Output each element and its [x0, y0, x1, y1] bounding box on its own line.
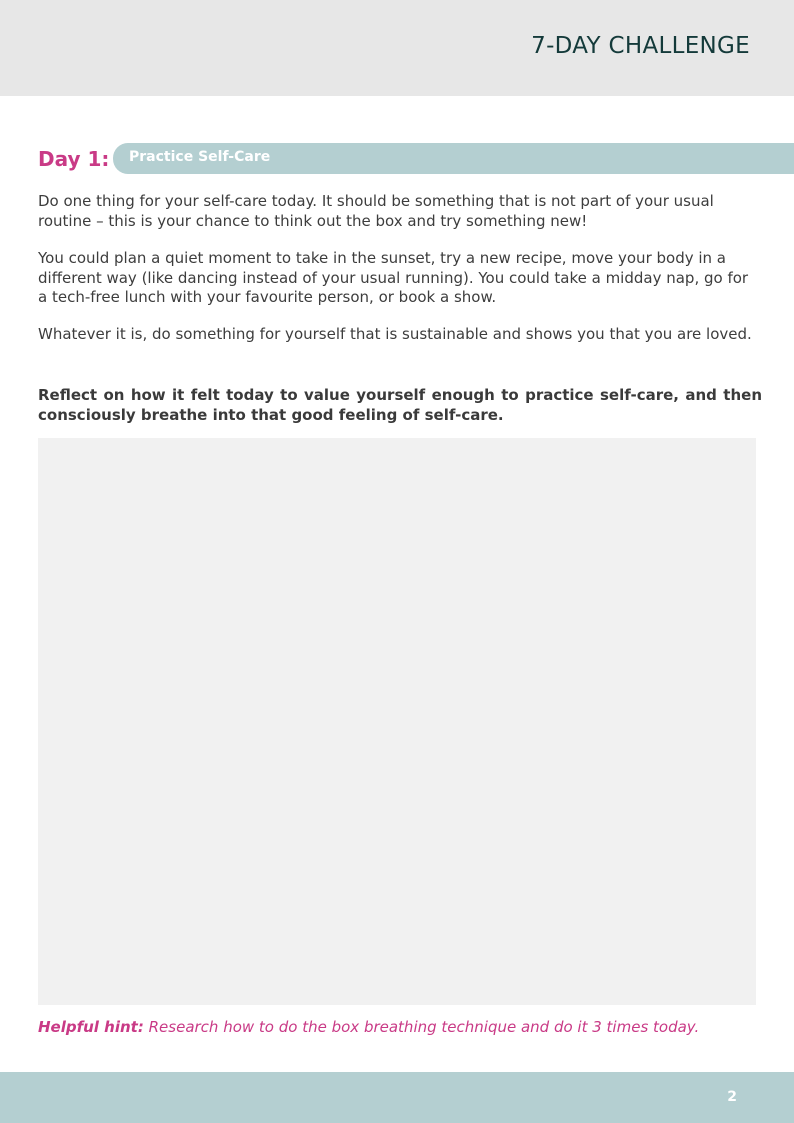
instruction-paragraph-2: You could plan a quiet moment to take in the sunset, try a new recipe, move your body in a different way (like dancing instead of your usual running). You could take a midday nap, go for a tech-free lunch with your favourite person, or book a show.	[38, 249, 749, 306]
instruction-paragraph-3: Whatever it is, do something for yourself that is sustainable and shows you that you are loved.	[38, 325, 752, 343]
hint-label: Helpful hint:	[38, 1018, 144, 1036]
instruction-paragraph-1: Do one thing for your self-care today. It should be something that is not part of your usual routine – this is your chance to think out the box and try something new!	[38, 192, 714, 230]
day-label: Day 1:	[38, 147, 110, 171]
day-topic-banner	[113, 143, 794, 174]
journal-writing-area[interactable]	[38, 438, 756, 1005]
day-topic-label: Practice Self-Care	[129, 149, 271, 165]
page-title: 7-DAY CHALLENGE	[531, 33, 750, 59]
header-band	[0, 0, 794, 96]
day-heading	[38, 143, 794, 174]
page-number: 2	[727, 1089, 737, 1105]
helpful-hint	[38, 1018, 699, 1036]
reflection-prompt: Reflect on how it felt today to value yourself enough to practice self-care, and then consciously breathe into that good feeling of self-care.	[38, 386, 762, 424]
hint-text: Research how to do the box breathing technique and do it 3 times today.	[148, 1018, 700, 1036]
footer-band	[0, 1072, 794, 1123]
